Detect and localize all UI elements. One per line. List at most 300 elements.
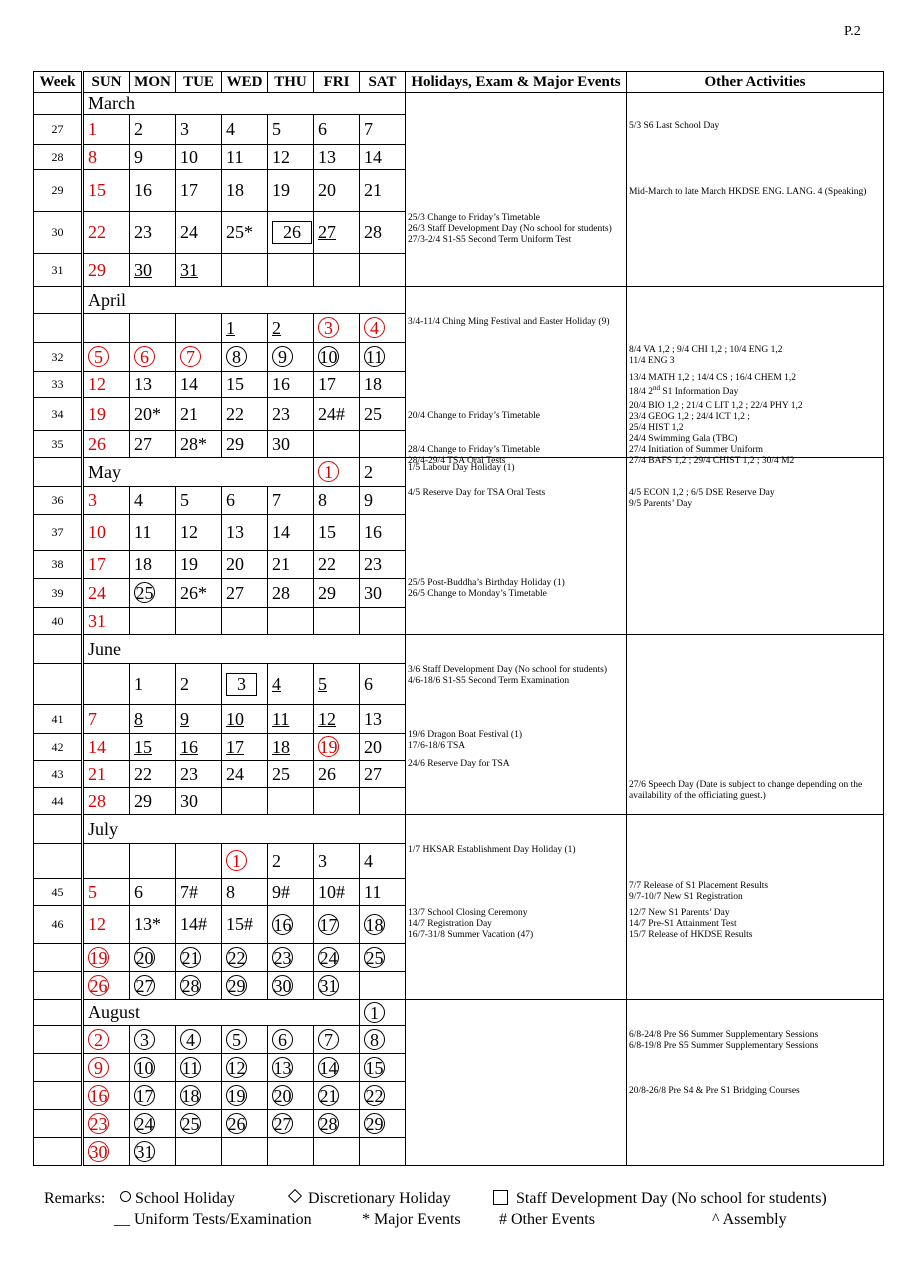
day-number: 26 — [318, 763, 336, 784]
day-cell — [360, 170, 406, 212]
column-header: SUN — [83, 72, 130, 93]
holidays-events-cell — [406, 815, 627, 1000]
day-cell — [130, 734, 176, 761]
week-number — [34, 972, 83, 1000]
day-number: 4 — [364, 850, 373, 871]
day-number: 5 — [318, 673, 327, 694]
holidays-events-cell — [406, 635, 627, 815]
day-number: 10# — [318, 881, 345, 902]
day-cell — [360, 515, 406, 551]
day-cell — [222, 1110, 268, 1138]
month-label: March — [83, 93, 406, 115]
day-cell — [360, 145, 406, 170]
day-cell — [314, 788, 360, 815]
remarks — [44, 1190, 894, 1232]
day-cell — [130, 788, 176, 815]
day-number: 2 — [272, 317, 281, 338]
event-block — [629, 187, 881, 198]
day-number: 23 — [273, 947, 292, 968]
day-number: 25 — [272, 763, 290, 784]
day-cell — [130, 761, 176, 788]
event-line: 15/7 Release of HKDSE Results — [629, 929, 753, 940]
day-cell — [176, 551, 222, 579]
day-number: 17 — [88, 554, 106, 574]
day-number: 8 — [88, 146, 97, 167]
other-activities-cell — [627, 1000, 884, 1166]
week-number: 37 — [34, 515, 83, 551]
month-label: April — [83, 287, 406, 314]
event-line: 18/4 2nd S1 Information Day — [629, 383, 739, 398]
day-cell — [130, 170, 176, 212]
day-cell — [268, 212, 314, 254]
day-cell — [176, 515, 222, 551]
day-cell — [130, 844, 176, 879]
day-number: 6 — [134, 881, 143, 902]
week-number — [34, 458, 83, 487]
day-number: 29 — [318, 582, 336, 603]
day-number: 2 — [272, 850, 281, 871]
day-number: 3 — [134, 1029, 155, 1050]
day-number: 5 — [272, 119, 281, 139]
day-number: 24# — [318, 403, 345, 424]
day-cell — [268, 551, 314, 579]
event-line: 26/3 Staff Development Day (No school for students) — [408, 223, 612, 234]
day-cell — [176, 212, 222, 254]
day-number: 29 — [134, 790, 152, 811]
week-number — [34, 314, 83, 343]
day-cell — [268, 705, 314, 734]
day-number: 29 — [88, 259, 106, 280]
month-row — [34, 93, 884, 115]
week-number — [34, 1082, 83, 1110]
day-number: 23 — [89, 1113, 108, 1134]
day-cell — [130, 906, 176, 944]
day-cell — [130, 972, 176, 1000]
week-number: 42 — [34, 734, 83, 761]
day-number: 8 — [226, 881, 235, 902]
day-cell — [222, 314, 268, 343]
day-number: 22 — [365, 1085, 384, 1106]
week-number: 32 — [34, 343, 83, 372]
event-line: 20/8-26/8 Pre S4 & Pre S1 Bridging Courses — [629, 1086, 800, 1096]
header-row — [34, 72, 884, 93]
day-cell — [222, 551, 268, 579]
remarks-label: Remarks: — [44, 1190, 106, 1207]
day-cell — [314, 515, 360, 551]
day-cell — [360, 314, 406, 343]
day-number: 13 — [364, 708, 382, 729]
event-block — [408, 908, 624, 941]
day-number: 1 — [134, 673, 143, 694]
event-line: 8/4 VA 1,2 ; 9/4 CHI 1,2 ; 10/4 ENG 1,2 — [629, 345, 783, 355]
remark-other-events: # Other Events — [499, 1211, 595, 1228]
day-cell — [130, 398, 176, 431]
day-number: 12 — [272, 146, 290, 167]
event-line: 27/6 Speech Day (Date is subject to change depending on the availability of the officiating guest.) — [629, 780, 863, 801]
day-number: 18 — [364, 374, 382, 394]
day-number: 2 — [88, 1029, 109, 1050]
event-line: 25/4 HIST 1,2 — [629, 422, 684, 433]
day-cell — [130, 1138, 176, 1166]
day-cell — [176, 431, 222, 458]
month-row — [34, 458, 884, 487]
event-block — [408, 411, 624, 422]
day-cell — [268, 788, 314, 815]
day-cell — [314, 487, 360, 515]
day-number: 11 — [181, 1057, 200, 1078]
day-cell — [222, 608, 268, 635]
day-cell — [360, 705, 406, 734]
day-cell — [83, 1138, 130, 1166]
day-cell — [222, 1054, 268, 1082]
day-cell — [360, 906, 406, 944]
day-number: 9 — [134, 146, 143, 167]
day-cell — [222, 906, 268, 944]
event-block — [629, 780, 881, 802]
day-number: 8 — [318, 490, 327, 510]
day-cell — [222, 705, 268, 734]
event-line: 7/7 Release of S1 Placement Results — [629, 881, 769, 891]
day-cell — [83, 431, 130, 458]
day-number: 12 — [227, 1057, 246, 1078]
day-cell — [130, 1110, 176, 1138]
day-cell — [222, 487, 268, 515]
day-number: 28 — [181, 975, 200, 996]
day-number: 24 — [135, 1113, 154, 1134]
day-number: 24 — [88, 582, 106, 603]
column-header: Week — [34, 72, 83, 93]
day-cell — [360, 1110, 406, 1138]
day-number: 3 — [318, 317, 339, 338]
day-cell — [268, 1026, 314, 1054]
event-block — [629, 908, 881, 941]
day-number: 18 — [134, 554, 152, 574]
day-cell — [360, 1082, 406, 1110]
day-number: 16 — [364, 522, 382, 542]
day-number: 14 — [88, 736, 106, 757]
week-number — [34, 93, 83, 115]
day-number: 28 — [88, 790, 106, 811]
day-number: 16 — [273, 914, 292, 935]
day-number: 27 — [135, 975, 154, 996]
day-number: 30 — [89, 1141, 108, 1162]
day-number: 26 — [88, 433, 106, 454]
event-line: 16/7-31/8 Summer Vacation (47) — [408, 929, 534, 940]
day-cell — [130, 1082, 176, 1110]
event-line: 6/8-19/8 Pre S5 Summer Supplementary Sessions — [629, 1040, 819, 1051]
day-number: 20 — [226, 554, 244, 574]
square-icon — [493, 1190, 508, 1205]
day-cell — [83, 212, 130, 254]
week-number — [34, 1138, 83, 1166]
day-number: 21 — [272, 554, 290, 574]
day-cell — [176, 608, 222, 635]
week-number — [34, 287, 83, 314]
day-cell — [130, 1054, 176, 1082]
day-cell — [176, 1138, 222, 1166]
day-number: 20 — [135, 947, 154, 968]
day-number: 11 — [272, 708, 290, 729]
day-cell — [222, 944, 268, 972]
day-number: 19 — [88, 403, 106, 424]
remark-school-holiday: School Holiday — [120, 1190, 235, 1208]
day-number: 3 — [88, 490, 97, 510]
week-number — [34, 815, 83, 844]
day-cell — [222, 145, 268, 170]
day-cell — [83, 879, 130, 906]
month-row — [34, 815, 884, 844]
event-line: 13/7 School Closing Ceremony — [408, 908, 528, 918]
day-cell — [176, 879, 222, 906]
day-number: 30 — [273, 975, 292, 996]
remark-uniform-tests: __ Uniform Tests/Examination — [114, 1211, 312, 1228]
event-block — [408, 317, 624, 328]
page-number: P.2 — [844, 24, 861, 39]
day-number: 21 — [319, 1085, 338, 1106]
day-number: 4 — [364, 317, 385, 338]
day-number: 14 — [180, 374, 198, 394]
day-cell — [130, 343, 176, 372]
week-number: 46 — [34, 906, 83, 944]
day-cell — [314, 1138, 360, 1166]
event-line: 20/4 BIO 1,2 ; 21/4 C LIT 1,2 ; 22/4 PHY 1,2 — [629, 401, 803, 411]
day-number: 4 — [134, 490, 143, 510]
event-line: 28/4-29/4 TSA Oral Tests — [408, 455, 506, 466]
day-cell — [176, 906, 222, 944]
day-cell — [83, 664, 130, 705]
day-number: 18 — [272, 736, 290, 757]
day-cell — [314, 398, 360, 431]
week-number: 34 — [34, 398, 83, 431]
day-cell — [222, 844, 268, 879]
day-number: 14 — [319, 1057, 338, 1078]
week-number — [34, 1110, 83, 1138]
day-cell — [130, 314, 176, 343]
day-number: 19 — [227, 1085, 246, 1106]
day-cell — [360, 972, 406, 1000]
day-number: 3 — [180, 119, 189, 139]
event-line: 13/4 MATH 1,2 ; 14/4 CS ; 16/4 CHEM 1,2 — [629, 373, 797, 383]
event-line: 20/4 Change to Friday’s Timetable — [408, 411, 540, 421]
day-number: 26 — [89, 975, 108, 996]
event-line: 4/5 Reserve Day for TSA Oral Tests — [408, 488, 546, 498]
event-line: 27/4 BAFS 1,2 ; 29/4 CHIST 1,2 ; 30/4 M2 — [629, 455, 795, 466]
day-cell — [222, 579, 268, 608]
day-number: 24 — [226, 763, 244, 784]
day-number: 15 — [365, 1057, 384, 1078]
event-block — [408, 759, 624, 770]
day-number: 17 — [318, 374, 336, 394]
day-number: 6 — [364, 673, 373, 694]
day-cell — [360, 788, 406, 815]
week-number: 39 — [34, 579, 83, 608]
column-header: MON — [130, 72, 176, 93]
day-number: 7 — [180, 346, 201, 367]
day-cell — [360, 1138, 406, 1166]
day-number: 19 — [272, 180, 290, 200]
day-cell — [83, 579, 130, 608]
day-cell — [222, 398, 268, 431]
day-number: 9# — [272, 881, 290, 902]
day-cell — [130, 879, 176, 906]
day-cell — [176, 579, 222, 608]
day-cell — [83, 906, 130, 944]
day-cell — [314, 115, 360, 145]
day-cell — [268, 115, 314, 145]
day-number: 9 — [88, 1057, 109, 1078]
week-number: 27 — [34, 115, 83, 145]
day-cell — [83, 254, 130, 287]
day-number: 23 — [272, 403, 290, 424]
day-cell — [268, 734, 314, 761]
day-cell — [176, 844, 222, 879]
day-cell — [130, 212, 176, 254]
day-number: 31 — [88, 610, 106, 631]
day-cell — [83, 145, 130, 170]
week-number: 29 — [34, 170, 83, 212]
day-number: 1 — [226, 317, 235, 338]
day-cell — [360, 664, 406, 705]
day-cell — [314, 944, 360, 972]
event-block — [408, 213, 624, 246]
day-number: 13 — [226, 522, 244, 542]
day-number: 10 — [88, 522, 106, 542]
day-number: 5 — [180, 490, 189, 510]
day-number: 12 — [88, 374, 106, 394]
holidays-events-cell — [406, 1000, 627, 1166]
holidays-events-cell — [406, 93, 627, 287]
column-header: SAT — [360, 72, 406, 93]
day-cell — [314, 212, 360, 254]
day-cell — [268, 879, 314, 906]
day-number: 30 — [364, 582, 382, 603]
day-cell — [268, 906, 314, 944]
event-line: 12/7 New S1 Parents’ Day — [629, 908, 730, 918]
day-cell — [83, 487, 130, 515]
day-number: 13 — [134, 374, 152, 394]
event-line: 14/7 Registration Day — [408, 918, 492, 929]
day-cell — [360, 372, 406, 398]
day-number: 8 — [134, 708, 143, 729]
day-number: 26 — [272, 221, 312, 244]
day-number: 29 — [226, 433, 244, 454]
day-number: 4 — [180, 1029, 201, 1050]
event-line: 3/4-11/4 Ching Ming Festival and Easter Holiday (9) — [408, 317, 610, 327]
day-cell — [130, 254, 176, 287]
day-cell — [83, 398, 130, 431]
holidays-events-cell — [406, 455, 627, 635]
week-number: 36 — [34, 487, 83, 515]
day-cell — [314, 879, 360, 906]
day-cell — [176, 487, 222, 515]
day-cell — [314, 145, 360, 170]
diamond-icon — [288, 1189, 302, 1203]
day-number: 29 — [227, 975, 246, 996]
event-block — [629, 488, 881, 510]
day-number: 7 — [88, 708, 97, 729]
day-cell — [360, 212, 406, 254]
day-number: 24 — [319, 947, 338, 968]
day-number: 27 — [318, 222, 336, 242]
day-number: 31 — [135, 1141, 154, 1162]
day-number: 19 — [319, 737, 338, 757]
week-number: 33 — [34, 372, 83, 398]
day-cell — [268, 372, 314, 398]
day-number: 4 — [226, 119, 235, 139]
column-header: THU — [268, 72, 314, 93]
event-line: 27/4 Initiation of Summer Uniform — [629, 445, 764, 455]
day-cell — [268, 972, 314, 1000]
day-cell — [268, 515, 314, 551]
day-number: 12 — [88, 914, 106, 934]
event-line: 27/3-2/4 S1-S5 Second Term Uniform Test — [408, 234, 572, 245]
day-number: 31 — [180, 259, 198, 280]
week-number — [34, 944, 83, 972]
day-cell — [360, 343, 406, 372]
day-number: 30 — [180, 790, 198, 811]
day-number: 22 — [134, 763, 152, 784]
day-cell — [314, 431, 360, 458]
event-block — [408, 845, 624, 856]
remark-staff-development-day: Staff Development Day (No school for students) — [493, 1190, 827, 1208]
day-cell — [222, 1082, 268, 1110]
event-line: 4/5 ECON 1,2 ; 6/5 DSE Reserve Day — [629, 488, 775, 498]
day-cell — [268, 761, 314, 788]
day-cell — [130, 372, 176, 398]
event-line: 6/8-24/8 Pre S6 Summer Supplementary Sessions — [629, 1030, 819, 1040]
day-number: 3 — [226, 673, 257, 696]
day-number: 18 — [365, 914, 384, 935]
event-block — [629, 1086, 881, 1097]
event-block — [408, 665, 624, 687]
day-cell — [83, 551, 130, 579]
holidays-events-cell — [406, 287, 627, 466]
day-cell — [83, 343, 130, 372]
day-number: 13 — [318, 146, 336, 167]
day-number: 7 — [318, 1029, 339, 1050]
event-line: 5/3 S6 Last School Day — [629, 121, 720, 131]
day-cell — [268, 254, 314, 287]
day-cell — [314, 372, 360, 398]
day-cell — [268, 343, 314, 372]
day-cell — [83, 972, 130, 1000]
day-number: 17 — [319, 914, 338, 935]
day-cell — [360, 1054, 406, 1082]
day-number: 21 — [364, 180, 382, 200]
day-cell — [176, 372, 222, 398]
day-cell — [268, 844, 314, 879]
day-cell — [314, 664, 360, 705]
day-number: 11 — [364, 881, 382, 902]
day-number: 28 — [364, 222, 382, 242]
day-number: 21 — [88, 763, 106, 784]
column-header: WED — [222, 72, 268, 93]
day-cell — [176, 170, 222, 212]
day-cell — [314, 734, 360, 761]
column-header: FRI — [314, 72, 360, 93]
day-number: 21 — [180, 403, 198, 424]
day-cell — [360, 115, 406, 145]
day-number: 1 — [88, 119, 97, 139]
event-line: 3/6 Staff Development Day (No school for students) — [408, 665, 608, 675]
week-number: 41 — [34, 705, 83, 734]
day-cell — [83, 1026, 130, 1054]
day-cell — [222, 431, 268, 458]
day-cell — [176, 1110, 222, 1138]
month-row — [34, 1000, 884, 1026]
day-number: 10 — [180, 146, 198, 167]
week-number — [34, 635, 83, 664]
